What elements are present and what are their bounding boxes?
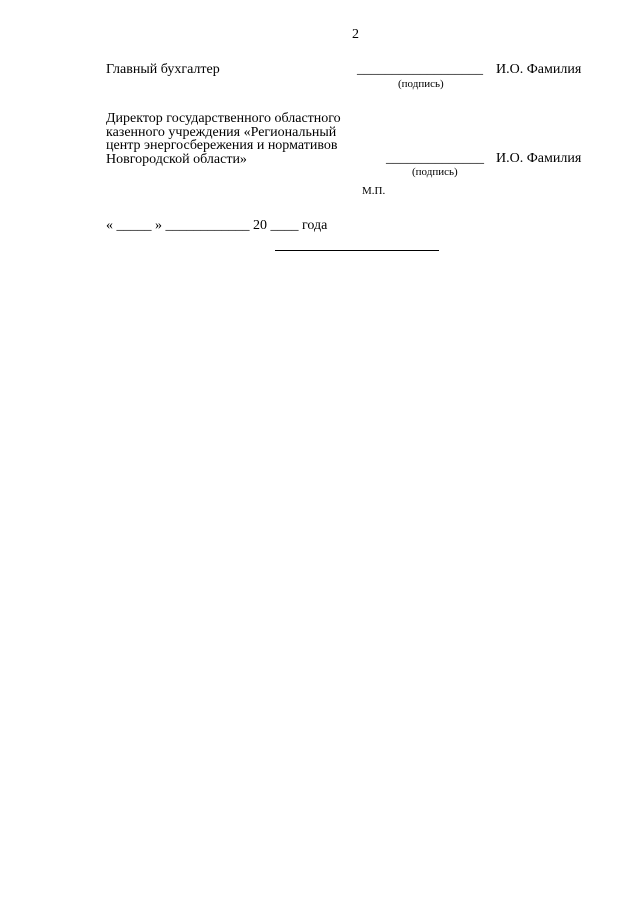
chief-accountant-title: Главный бухгалтер [106, 62, 220, 77]
director-title-line: центр энергосбережения и нормативов [106, 138, 338, 153]
director-signature-caption: (подпись) [412, 166, 458, 178]
director-title [106, 112, 376, 166]
chief-accountant-signature-line: __________________ [357, 62, 483, 77]
chief-accountant-name: И.О. Фамилия [496, 62, 582, 77]
separator-rule [275, 250, 439, 251]
director-title-line: Директор государственного областного [106, 111, 341, 126]
chief-accountant-signature-caption: (подпись) [398, 78, 444, 90]
page-number: 2 [352, 27, 359, 42]
date-line: « _____ » ____________ 20 ____ года [106, 218, 328, 233]
seal-mark: М.П. [362, 185, 386, 197]
director-title-line: Новгородской области» [106, 151, 247, 167]
director-title-line: казенного учреждения «Региональный [106, 124, 337, 140]
director-signature-line: ______________ [386, 151, 484, 166]
director-name: И.О. Фамилия [496, 151, 582, 166]
